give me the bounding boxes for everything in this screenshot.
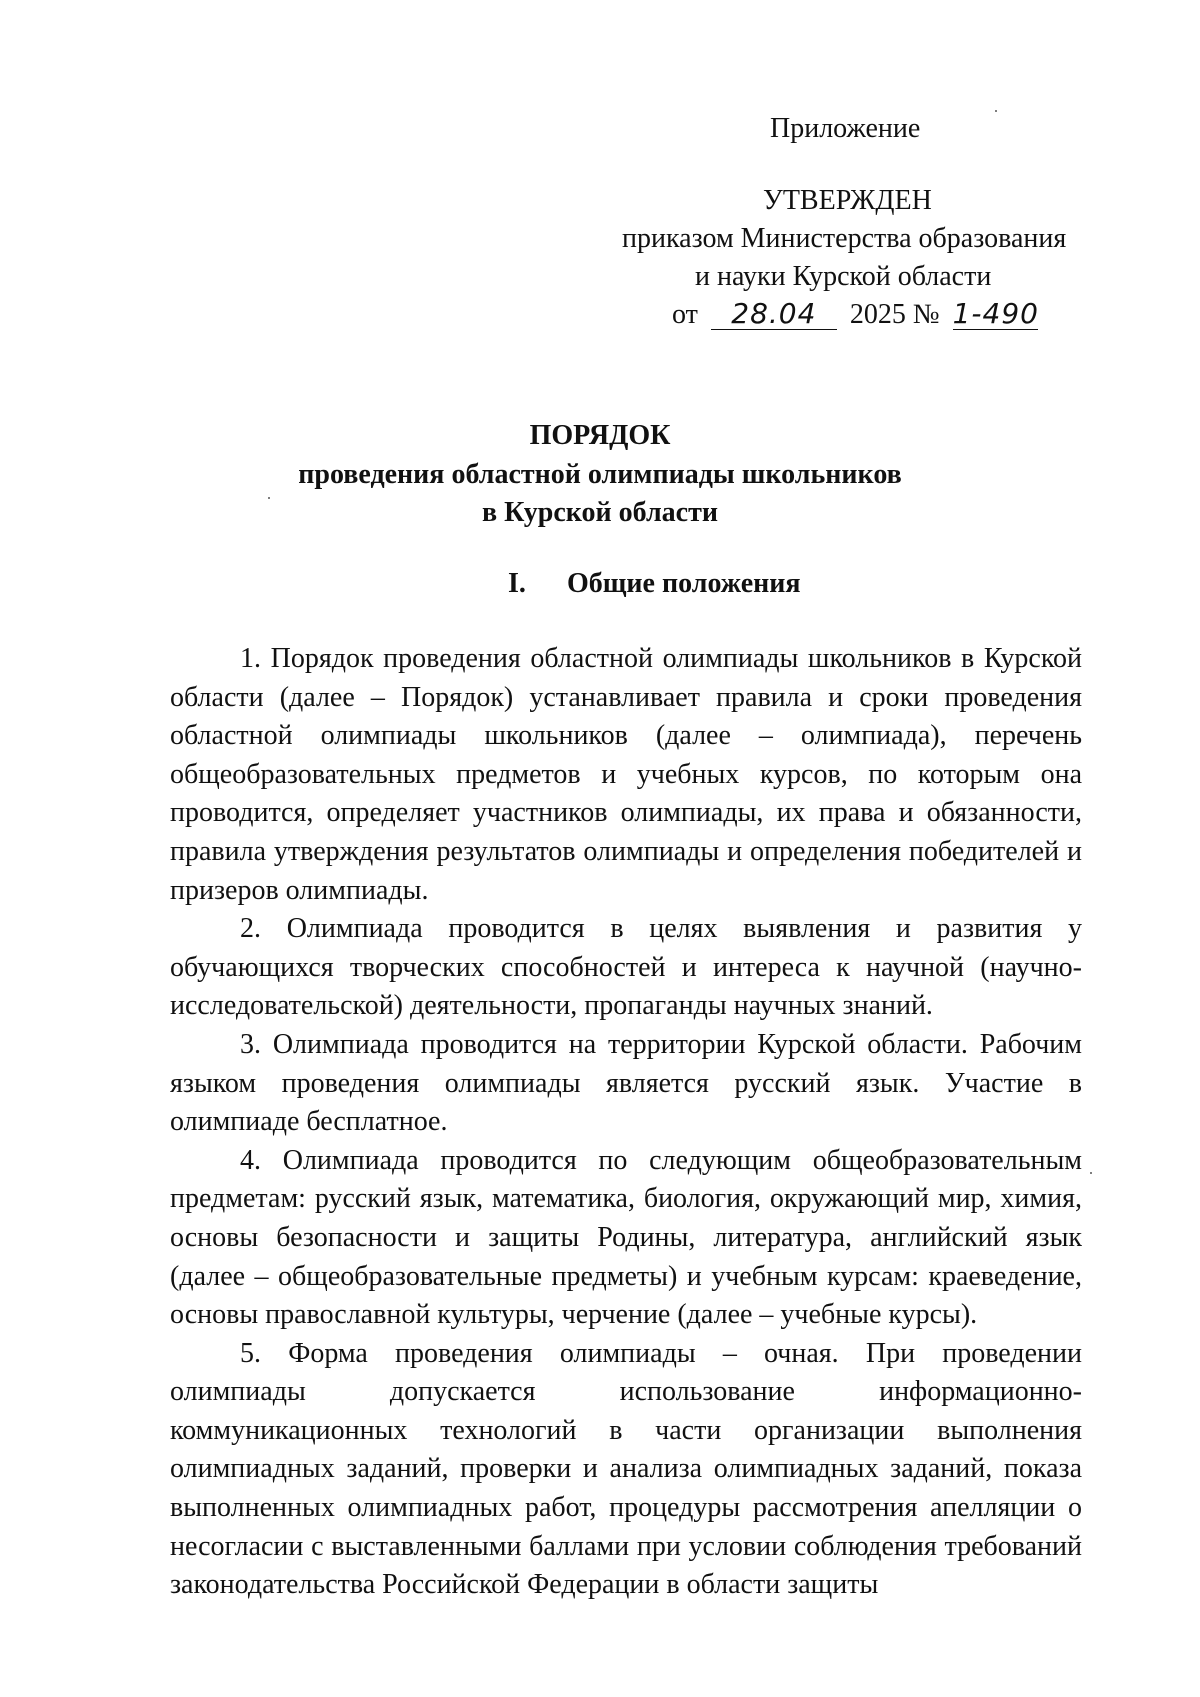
paragraph-number: 2. [240,913,261,945]
paragraph-number: 3. [240,1028,261,1060]
document-subtitle-line-1: проведения областной олимпиады школьников [298,459,902,490]
approval-order-line-2: и науки Курской области [695,261,992,292]
handwritten-order-number: 1-490 [952,297,1039,330]
paragraph-number: 5. [240,1337,261,1369]
section-number: I. [508,568,526,599]
document-subtitle [0,456,1200,532]
paragraph [170,1026,1082,1142]
paragraph-text: Олимпиада проводится на территории Курской области. Рабочим языком проведения олимпиады является русский язык. Участие в олимпиаде бесплатное. [170,1028,1082,1138]
paragraph-text: Форма проведения олимпиады – очная. При проведении олимпиады допускается использование информационно-коммуникационных технологий в части организации выполнения олимпиадных заданий, проверки и анализа олимпиадных заданий, показа выполненных олимпиадных работ, процедуры рассмотрения апелляции о несогласии с выставленными баллами при условии соблюдения требований законодательства Российской Федерации в области защиты [170,1337,1082,1601]
paragraph [170,1142,1082,1335]
paragraph [170,1335,1082,1605]
scan-speck [268,497,270,499]
paragraph [170,640,1082,910]
paragraph-text: Порядок проведения областной олимпиады школьников в Курской области (далее – Порядок) устанавливает правила и сроки проведения областной олимпиады школьников (далее – олимпиада), перечень общеобразовательных предметов и учебных курсов, по которым она проводится, определяет участников олимпиады, их права и обязанности, правила утверждения результатов олимпиады и определения победителей и призеров олимпиады. [170,643,1082,906]
section-title: Общие положения [567,568,801,599]
approved-label: УТВЕРЖДЕН [763,185,932,216]
scan-speck [1090,1172,1092,1174]
handwritten-date: 28.04 [711,299,837,330]
approval-date-line [600,296,1100,334]
paragraph-text: Олимпиада проводится по следующим общеобразовательным предметам: русский язык, математика, биология, окружающий мир, химия, основы безопасности и защиты Родины, литература, английский язык (далее – общеобразовательные предметы) и учебным курсам: краеведение, основы православной культуры, черчение (далее – учебные курсы). [170,1144,1082,1331]
date-prefix: от [672,299,698,330]
scan-speck [995,110,997,112]
date-year: 2025 № [849,299,940,330]
appendix-label: Приложение [770,113,921,144]
paragraph [170,910,1082,1026]
document-body [170,640,1082,1605]
paragraph-number: 4. [240,1144,261,1176]
paragraph-number: 1. [240,643,261,674]
approval-block [600,182,1100,334]
document-subtitle-line-2: в Курской области [482,497,718,528]
paragraph-text: Олимпиада проводится в целях выявления и развития у обучающихся творческих способностей и интереса к научной (научно-исследовательской) деятельности, пропаганды научных знаний. [170,913,1083,1022]
document-title: ПОРЯДОК [529,420,671,451]
approval-order-line-1: приказом Министерства образования [622,223,1067,254]
